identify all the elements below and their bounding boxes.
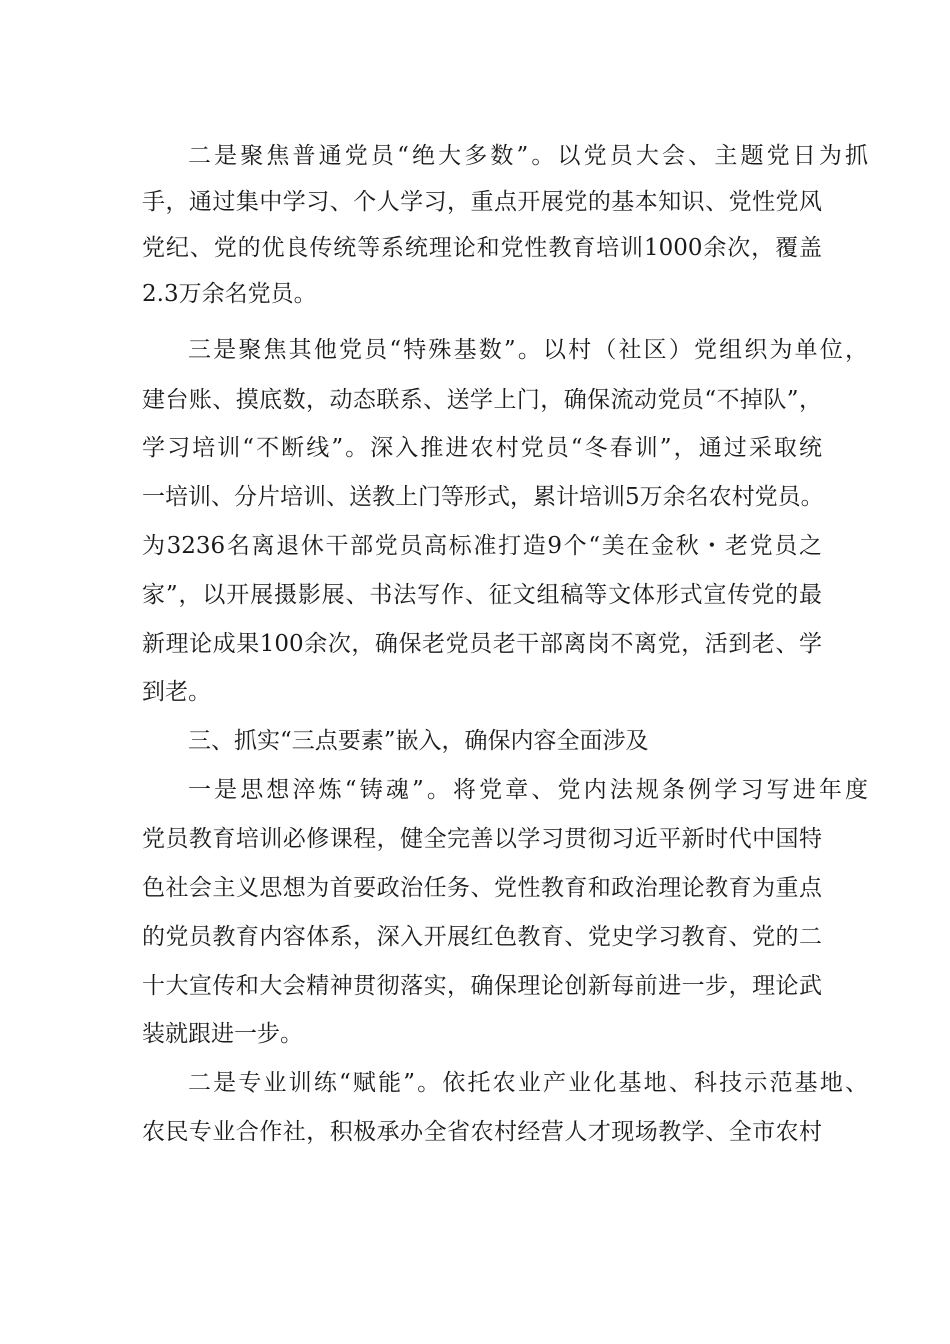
- paragraph-line: 为3236名离退休干部党员高标准打造9个“美在金秋・老党员之: [142, 533, 822, 559]
- paragraph-line: 一是思想淬炼“铸魂”。将党章、党内法规条例学习写进年度: [188, 777, 868, 803]
- paragraph-line: 一培训、分片培训、送教上门等形式，累计培训5万余名农村党员。: [142, 484, 824, 510]
- paragraph-line: 建台账、摸底数，动态联系、送学上门，确保流动党员“不掉队”，: [142, 387, 822, 413]
- paragraph-line: 农民专业合作社，积极承办全省农村经营人才现场教学、全市农村: [142, 1119, 822, 1145]
- paragraph-line: 二是聚焦普通党员“绝大多数”。以党员大会、主题党日为抓: [188, 143, 868, 169]
- section-heading: 三、抓实“三点要素”嵌入，确保内容全面涉及: [188, 728, 649, 754]
- paragraph-line: 党员教育培训必修课程，健全完善以学习贯彻习近平新时代中国特: [142, 826, 822, 852]
- paragraph-line: 新理论成果100余次，确保老党员老干部离岗不离党，活到老、学: [142, 631, 822, 657]
- paragraph-line: 学习培训“不断线”。深入推进农村党员“冬春训”，通过采取统: [142, 435, 822, 461]
- paragraph-line: 十大宣传和大会精神贯彻落实，确保理论创新每前进一步，理论武: [142, 973, 822, 999]
- paragraph-line: 三是聚焦其他党员“特殊基数”。以村（社区）党组织为单位，: [188, 337, 868, 363]
- paragraph-line: 的党员教育内容体系，深入开展红色教育、党史学习教育、党的二: [142, 924, 822, 950]
- paragraph-line: 党纪、党的优良传统等系统理论和党性教育培训1000余次，覆盖: [142, 235, 822, 261]
- paragraph-line: 到老。: [142, 679, 211, 705]
- paragraph-line: 色社会主义思想为首要政治任务、党性教育和政治理论教育为重点: [142, 875, 822, 901]
- paragraph-line: 装就跟进一步。: [142, 1021, 303, 1047]
- paragraph-line: 2.3万余名党员。: [142, 281, 317, 307]
- paragraph-line: 家”，以开展摄影展、书法写作、征文组稿等文体形式宣传党的最: [142, 582, 822, 608]
- paragraph-line: 二是专业训练“赋能”。依托农业产业化基地、科技示范基地、: [188, 1070, 868, 1096]
- paragraph-line: 手，通过集中学习、个人学习，重点开展党的基本知识、党性党风: [142, 189, 822, 215]
